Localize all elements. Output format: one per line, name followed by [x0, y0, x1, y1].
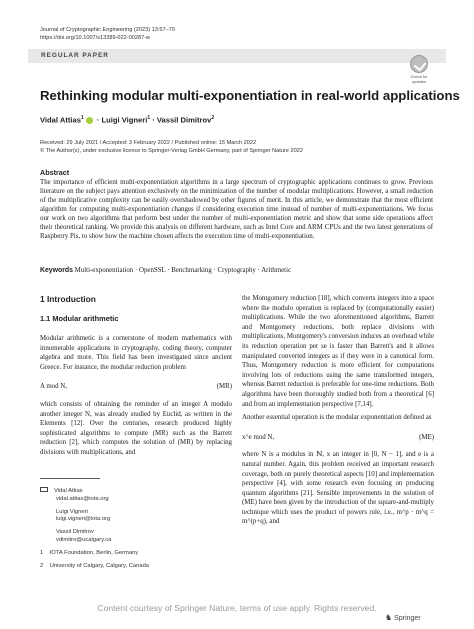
- affiliation: [40, 563, 230, 571]
- orcid-icon[interactable]: [86, 117, 93, 124]
- paragraph: Another essential operation is the modular exponentiation defined as: [242, 414, 432, 422]
- abstract-heading: Abstract: [40, 168, 70, 177]
- author-separator: ·: [150, 115, 157, 125]
- equation-body: x^e mod N,: [242, 433, 275, 441]
- author-affil: 2: [211, 115, 215, 121]
- contact-email[interactable]: vidal.attias@iota.org: [56, 495, 109, 502]
- contact-entry: [56, 529, 230, 545]
- author-list: [40, 115, 214, 125]
- equation-number: (ME): [419, 433, 434, 441]
- affiliation-text: IOTA Foundation, Berlin, Germany: [49, 549, 139, 556]
- mail-icon: [40, 487, 48, 492]
- dates-line: Received: 29 July 2021 / Accepted: 3 February 2022 / Published online: 15 March 2022: [40, 140, 257, 146]
- author-name[interactable]: Vassil Dimitrov: [156, 115, 212, 125]
- contact-email[interactable]: luigi.vigneri@iota.org: [56, 516, 111, 523]
- check-updates-label: Check for updates: [410, 74, 428, 84]
- paper-type-band: [28, 49, 446, 63]
- left-column: [40, 334, 232, 458]
- affiliation-number: 1: [40, 549, 44, 556]
- footnote-rule: [40, 478, 100, 479]
- section-heading: 1 Introduction: [40, 294, 96, 304]
- publication-dates: [40, 139, 303, 155]
- courtesy-notice: Content courtesy of Springer Nature, terms of use apply. Rights reserved.: [97, 603, 377, 613]
- affiliation: [40, 550, 230, 558]
- equation-me: [242, 433, 434, 443]
- equation-mr: [40, 382, 232, 392]
- equation-body: A mod N,: [40, 383, 67, 391]
- contact-name: Vassil Dimitrov: [56, 529, 94, 536]
- keywords-list: Multi-exponentiation · OpenSSL · Benchmarking · Cryptography · Arithmetic: [74, 267, 292, 274]
- author-affil: 1: [147, 115, 151, 121]
- equation-number: (MR): [216, 383, 232, 391]
- publisher-logo: [385, 613, 421, 622]
- contact-entry: [56, 509, 230, 525]
- paper-type-label: REGULAR PAPER: [41, 52, 109, 59]
- journal-header: [40, 26, 175, 42]
- author-name[interactable]: Vidal Attias: [40, 115, 81, 125]
- contact-name: Vidal Attias: [54, 488, 83, 494]
- contact-entry: [40, 487, 230, 504]
- author-separator: ·: [94, 115, 102, 125]
- copyright-line: © The Author(s), under exclusive licence to Springer-Verlag GmbH Germany, part of Springer Nature 2022: [40, 148, 303, 154]
- subsection-heading: 1.1 Modular arithmetic: [40, 314, 119, 323]
- publisher-name: Springer: [394, 615, 421, 622]
- paragraph: the Montgomery reduction [18], which converts integers into a space where the modulo operation is replaced by (computationally easier) multiplications. While the two aforementioned algorithms, Barrett and Montgomery reductions, both replace divisions with multiplications, Montgomery's conversion induces an overhead while its reduction operation per se is faster than Barrett's and it allows manipulated converted integers as if they were in a canonical form. Thus, Montgomery reduction is more efficient for computations involving lots of reductions using the same transformed integers, whereas Barrett reduction is preferable for one-time reductions. Both algorithms have been thoroughly studied both from a theoretical [6] and from an implementation perspective [7,14].: [242, 295, 434, 408]
- affiliation-text: University of Calgary, Calgary, Canada: [49, 562, 150, 569]
- author-name[interactable]: Luigi Vigneri: [101, 115, 148, 125]
- paper-title: Rethinking modular multi-exponentiation in real-world applications: [40, 88, 460, 103]
- keywords: [40, 267, 291, 274]
- journal-name: Journal of Cryptographic Engineering (2023) 13:57–70: [40, 27, 175, 33]
- abstract-text: The importance of efficient multi-exponentiation algorithms in a large spectrum of cryptographic applications continues to grow. Previous literature on the subject pays attention exclusively on the minimization of the number of modular multiplications. However, a small reduction of the multiplicative complexity can be easily overshadowed by other figures of merit. In this article, we demonstrate that the most efficient algorithm for computing multi-exponentiation changes if considering execution time instead of number of multi-exponentiations. We focus our work on two algorithms that perform best under the number of multi-exponentiation metric and show that some side operations affect their theoretical ranking. We provide this analysis on different hardware, such as Intel Core and ARM CPUs and the two latest generations of Raspberry Pis, to show how the machine chosen affects the execution time of multi-exponentiation.: [40, 179, 433, 240]
- contact-name: Luigi Vigneri: [56, 508, 88, 515]
- paragraph: Modular arithmetic is a cornerstone of modern mathematics with innumerable applications in cryptography, coding theory, computer algebra and more. This field has been investigated since ancient Greece. For instance, the modular reduction problem: [40, 335, 232, 371]
- contact-email[interactable]: vdimitro@ucalgary.ca: [56, 536, 112, 543]
- footnotes: [40, 487, 230, 575]
- paragraph: where N is a modulus in ℕ, x an integer in [0, N − 1], and e is a natural number. Again, this problem received an important research coverage, both on purely theoretical aspects [10] and implementation perspective [4], with some research even focusing on producing quantum algorithms [21]. Sensible improvements in the solution of (ME) have been given by the introduction of the square-and-multiply technique which uses the product of powers rule, i.e., m^p · m^q = m^(p+q), and: [242, 451, 434, 526]
- springer-horse-icon: ♞: [385, 613, 393, 622]
- author-affil: 1: [80, 115, 84, 121]
- right-column: [242, 294, 434, 527]
- affiliation-number: 2: [40, 562, 44, 569]
- check-icon: [410, 55, 428, 73]
- paragraph: which consists of obtaining the reminder of an integer A modulo another integer N, was already studied by Euclid, as written in the Elements [12]. Over the centuries, research produced highly sophisticated algorithms to compute (MR) such as the Barrett reduction [2], which computes the solution of (MR) by replacing divisions with multiplications, and: [40, 400, 232, 456]
- doi-link[interactable]: https://doi.org/10.1007/s13389-022-00287-w: [40, 35, 151, 41]
- check-updates-badge[interactable]: [406, 55, 432, 84]
- keywords-label: Keywords: [40, 267, 73, 274]
